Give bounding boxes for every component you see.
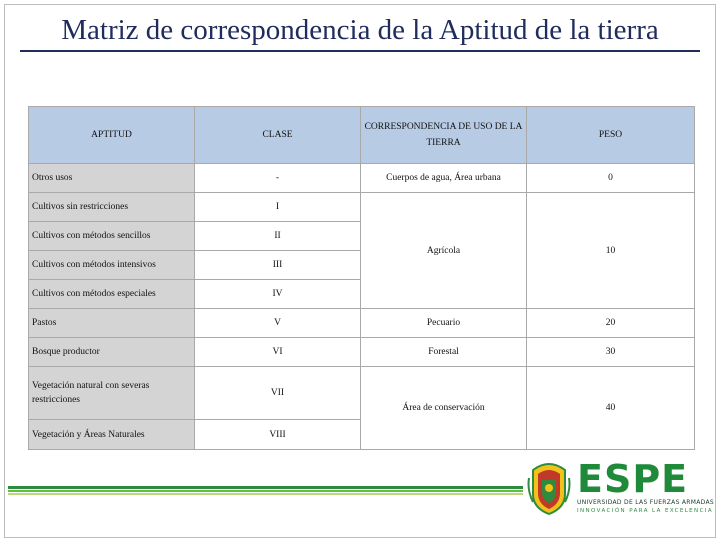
clase-cell: III <box>195 251 361 280</box>
peso-cell: 40 <box>527 367 695 450</box>
clase-cell: V <box>195 309 361 338</box>
title-underline <box>20 50 700 52</box>
correspondencia-cell: Área de conservación <box>361 367 527 450</box>
peso-cell: 20 <box>527 309 695 338</box>
footer-stripe <box>8 490 523 492</box>
correspondence-matrix <box>28 106 695 450</box>
table-row <box>29 367 695 420</box>
aptitud-cell: Vegetación y Áreas Naturales <box>29 420 195 450</box>
aptitud-cell: Pastos <box>29 309 195 338</box>
header-row <box>29 107 695 164</box>
aptitud-cell: Cultivos con métodos sencillos <box>29 222 195 251</box>
correspondencia-cell: Pecuario <box>361 309 527 338</box>
table-row <box>29 309 695 338</box>
clase-cell: - <box>195 164 361 193</box>
espe-logo <box>527 458 712 522</box>
aptitud-cell: Bosque productor <box>29 338 195 367</box>
peso-cell: 0 <box>527 164 695 193</box>
clase-cell: I <box>195 193 361 222</box>
peso-cell: 30 <box>527 338 695 367</box>
clase-cell: II <box>195 222 361 251</box>
footer-stripe <box>8 486 523 489</box>
peso-cell: 10 <box>527 193 695 309</box>
aptitud-cell: Cultivos sin restricciones <box>29 193 195 222</box>
correspondencia-cell: Forestal <box>361 338 527 367</box>
espe-wordmark: ESPE <box>577 457 689 501</box>
clase-cell: VI <box>195 338 361 367</box>
table-row <box>29 338 695 367</box>
university-seal-icon <box>527 460 571 516</box>
aptitud-cell: Otros usos <box>29 164 195 193</box>
footer-stripes <box>8 486 523 495</box>
clase-cell: VIII <box>195 420 361 450</box>
table-row <box>29 193 695 222</box>
correspondencia-cell: Cuerpos de agua, Área urbana <box>361 164 527 193</box>
slide-title: Matriz de correspondencia de la Aptitud de la tierra <box>61 14 659 46</box>
aptitud-cell: Cultivos con métodos intensivos <box>29 251 195 280</box>
aptitud-cell: Vegetación natural con severas restricciones <box>29 367 195 420</box>
espe-subtitle: UNIVERSIDAD DE LAS FUERZAS ARMADAS <box>577 499 714 506</box>
header-peso: PESO <box>527 107 695 164</box>
correspondencia-cell: Agrícola <box>361 193 527 309</box>
header-clase: CLASE <box>195 107 361 164</box>
espe-tagline: INNOVACIÓN PARA LA EXCELENCIA <box>577 508 713 514</box>
clase-cell: IV <box>195 280 361 309</box>
table-row <box>29 164 695 193</box>
aptitud-cell: Cultivos con métodos especiales <box>29 280 195 309</box>
clase-cell: VII <box>195 367 361 420</box>
footer-stripe <box>8 493 523 495</box>
header-aptitud: APTITUD <box>29 107 195 164</box>
header-correspondencia: CORRESPONDENCIA DE USO DE LA TIERRA <box>361 107 527 164</box>
